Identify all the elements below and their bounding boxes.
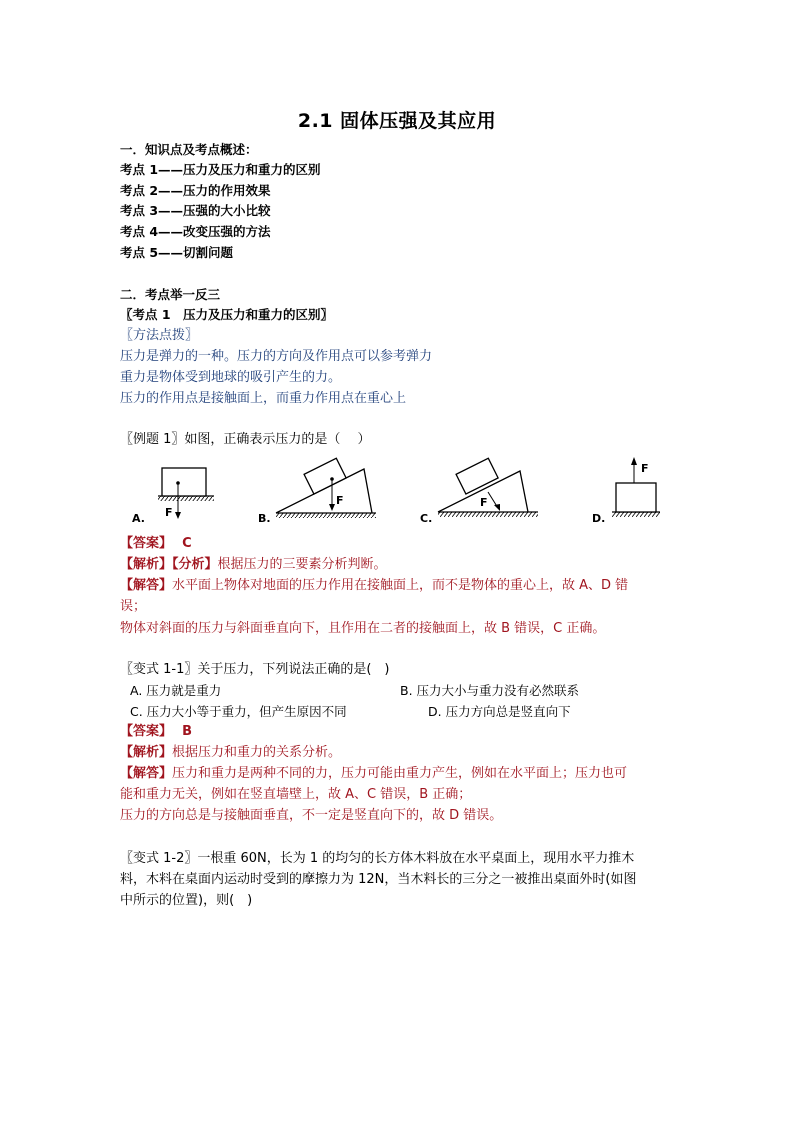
analysis-sub-label: 【分析】 — [172, 557, 218, 572]
variant2-question-line: 〖变式 1-2〗一根重 60N，长为 1 的均匀的长方体木料放在水平桌面上，现用水平力推木 — [120, 851, 635, 866]
method-line: 重力是物体受到地球的吸引产生的力。 — [120, 370, 342, 385]
option-a: A. 压力就是重力 — [130, 683, 222, 698]
pressure-figures — [120, 452, 680, 532]
method-label: 〖方法点拨〗 — [120, 328, 199, 343]
figure-c-diagram — [438, 458, 538, 517]
force-label: F — [165, 506, 173, 519]
solution-text: 水平面上物体对地面的压力作用在接触面上，而不是物体的重心上，故 A、D 错 — [172, 578, 629, 593]
example1-answer-line — [120, 535, 192, 553]
option-d: D. 压力方向总是竖直向下 — [428, 704, 571, 719]
page-title: 2.1 固体压强及其应用 — [297, 110, 497, 132]
example1-solution-line — [120, 577, 628, 595]
force-label: F — [641, 462, 649, 475]
solution-label: 【解答】 — [120, 766, 173, 781]
figure-label-a: A. — [132, 512, 145, 525]
answer-value: B — [182, 724, 193, 739]
analysis-label: 【解析】 — [120, 745, 173, 760]
variant1-analysis-line — [120, 744, 341, 762]
solution-continuation: 能和重力无关，例如在竖直墙壁上，故 A、C 错误，B 正确； — [120, 787, 472, 802]
topic-list-item: 考点 4——改变压强的方法 — [120, 224, 271, 239]
solution-continuation: 误； — [120, 599, 147, 614]
figure-d-diagram — [612, 457, 660, 517]
solution-continuation: 压力的方向总是与接触面垂直，不一定是竖直向下的，故 D 错误。 — [120, 808, 503, 823]
figure-b-diagram — [276, 458, 376, 518]
analysis-text: 根据压力和重力的关系分析。 — [172, 745, 342, 760]
answer-label: 【答案】 — [120, 724, 173, 739]
option-b: B. 压力大小与重力没有必然联系 — [400, 683, 580, 698]
topic-list-item: 考点 1——压力及压力和重力的区别 — [120, 162, 321, 177]
section-heading-overview: 一．知识点及考点概述： — [120, 142, 258, 157]
variant2-question-line: 料，木料在桌面内运动时受到的摩擦力为 12N，当木料长的三分之一被推出桌面外时(如图 — [120, 872, 637, 887]
variant2-question-line: 中所示的位置)，则( ) — [120, 893, 253, 908]
example1-question: 〖例题 1〗如图，正确表示压力的是（ ） — [120, 432, 371, 447]
solution-continuation: 物体对斜面的压力与斜面垂直向下，且作用在二者的接触面上，故 B 错误，C 正确。 — [120, 621, 606, 636]
method-line: 压力的作用点是接触面上，而重力作用点在重心上 — [120, 391, 407, 406]
topic-list-item: 考点 2——压力的作用效果 — [120, 183, 271, 198]
variant1-solution-line — [120, 765, 627, 783]
analysis-text: 根据压力的三要素分析判断。 — [217, 557, 387, 572]
topic-heading: 〖考点 1 压力及压力和重力的区别〗 — [120, 307, 334, 322]
option-c: C. 压力大小等于重力，但产生原因不同 — [130, 704, 347, 719]
method-line: 压力是弹力的一种。压力的方向及作用点可以参考弹力 — [120, 349, 433, 364]
solution-label: 【解答】 — [120, 578, 173, 593]
force-label: F — [336, 494, 344, 507]
solution-text: 压力和重力是两种不同的力，压力可能由重力产生，例如在水平面上；压力也可 — [172, 766, 628, 781]
topic-list-item: 考点 3——压强的大小比较 — [120, 203, 271, 218]
answer-value: C — [182, 536, 192, 551]
section-heading-examples: 二．考点举一反三 — [120, 287, 221, 302]
figure-label-b: B. — [258, 512, 271, 525]
figure-label-d: D. — [592, 512, 606, 525]
topic-list-item: 考点 5——切割问题 — [120, 245, 234, 260]
answer-label: 【答案】 — [120, 536, 173, 551]
figure-label-c: C. — [420, 512, 433, 525]
force-label: F — [480, 496, 488, 509]
variant1-question: 〖变式 1-1〗关于压力，下列说法正确的是( ) — [120, 662, 390, 677]
variant1-answer-line — [120, 723, 192, 741]
analysis-label: 【解析】 — [120, 557, 173, 572]
example1-analysis-line — [120, 556, 387, 574]
